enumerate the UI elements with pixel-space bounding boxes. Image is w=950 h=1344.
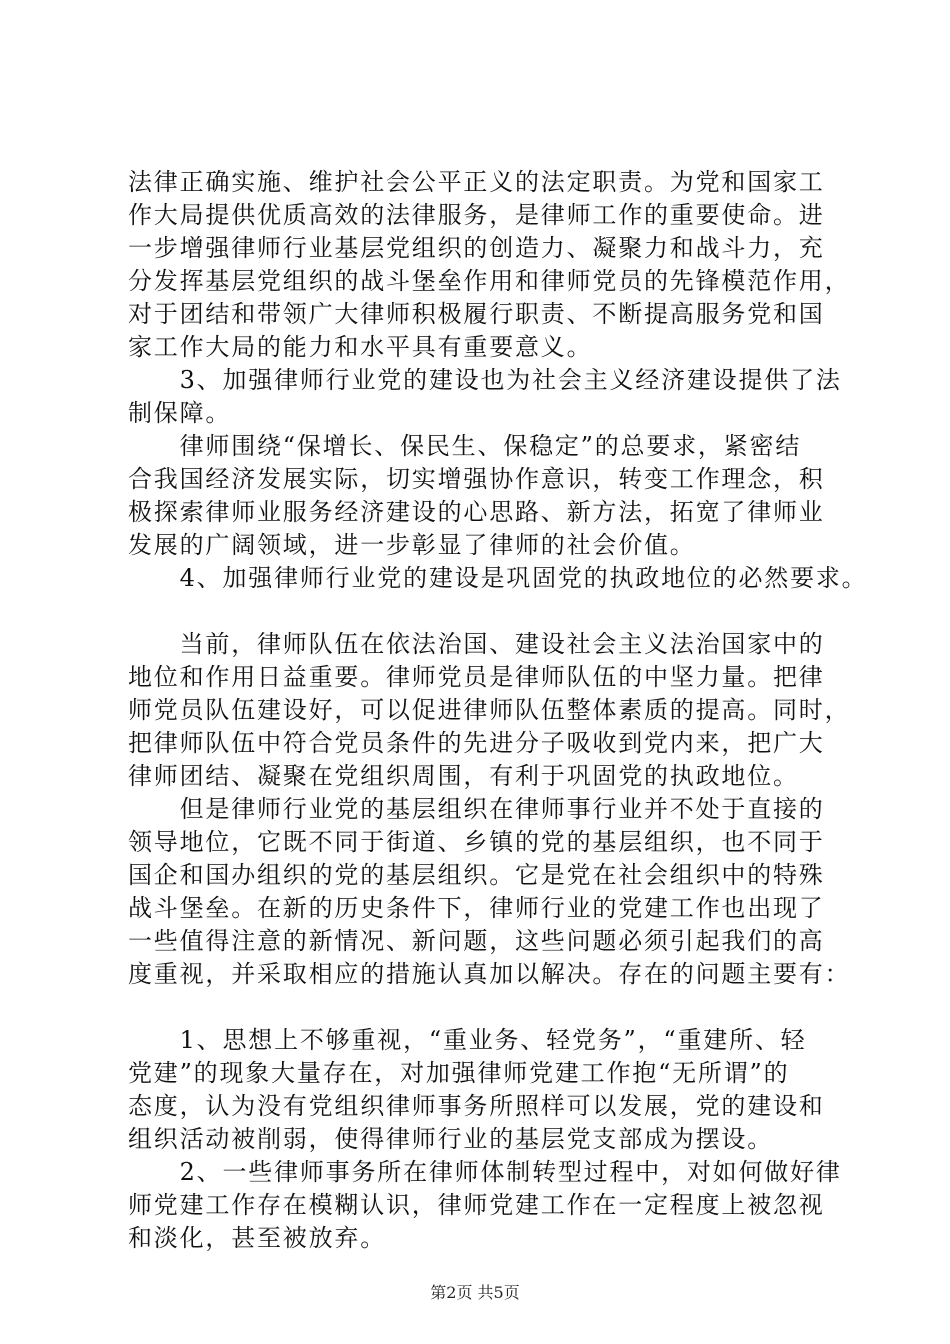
page-number-footer: 第2页 共5页 xyxy=(430,1283,520,1302)
text-line: 律师团结、凝聚在党组织周围，有利于巩固党的执政地位。 xyxy=(128,762,799,790)
text-line: 对于团结和带领广大律师积极履行职责、不断提高服务党和国 xyxy=(128,300,825,328)
text-line: 师党建工作存在模糊认识，律师党建工作在一定程度上被忽视 xyxy=(128,1191,825,1219)
text-line: 领导地位，它既不同于街道、乡镇的党的基层组织，也不同于 xyxy=(128,828,825,856)
text-line: 2、一些律师事务所在律师体制转型过程中，对如何做好律 xyxy=(128,1158,842,1186)
text-line: 当前，律师队伍在依法治国、建设社会主义法治国家中的 xyxy=(128,630,825,658)
text-line: 战斗堡垒。在新的历史条件下，律师行业的党建工作也出现了 xyxy=(128,894,825,922)
text-line: 度重视，并采取相应的措施认真加以解决。存在的问题主要有： xyxy=(128,960,851,988)
text-line: 党建”的现象大量存在，对加强律师党建工作抱“无所谓”的 xyxy=(128,1059,790,1087)
text-line: 分发挥基层党组织的战斗堡垒作用和律师党员的先锋模范作用， xyxy=(128,267,851,295)
blank-line xyxy=(128,991,848,1024)
text-line: 极探索律师业服务经济建设的心思路、新方法，拓宽了律师业 xyxy=(128,498,825,526)
text-line: 组织活动被削弱，使得律师行业的基层党支部成为摆设。 xyxy=(128,1125,773,1153)
text-line: 和淡化，甚至被放弃。 xyxy=(128,1224,386,1252)
text-line: 但是律师行业党的基层组织在律师事行业并不处于直接的 xyxy=(128,795,825,823)
text-line: 作大局提供优质高效的法律服务，是律师工作的重要使命。进 xyxy=(128,201,825,229)
text-line: 地位和作用日益重要。律师党员是律师队伍的中坚力量。把律 xyxy=(128,663,825,691)
text-line: 一些值得注意的新情况、新问题，这些问题必须引起我们的高 xyxy=(128,927,825,955)
text-line: 一步增强律师行业基层党组织的创造力、凝聚力和战斗力，充 xyxy=(128,234,825,262)
text-line: 4、加强律师行业党的建设是巩固党的执政地位的必然要求。 xyxy=(128,564,868,592)
text-line: 发展的广阔领域，进一步彰显了律师的社会价值。 xyxy=(128,531,696,559)
blank-line xyxy=(128,595,848,628)
text-line: 3、加强律师行业党的建设也为社会主义经济建设提供了法 xyxy=(128,366,842,394)
document-body xyxy=(128,166,868,1255)
text-line: 把律师队伍中符合党员条件的先进分子吸收到党内来，把广大 xyxy=(128,729,825,757)
text-line: 合我国经济发展实际，切实增强协作意识，转变工作理念，积 xyxy=(128,465,825,493)
text-line: 制保障。 xyxy=(128,399,232,427)
text-line: 师党员队伍建设好，可以促进律师队伍整体素质的提高。同时， xyxy=(128,696,851,724)
text-line: 1、思想上不够重视，“重业务、轻党务”，“重建所、轻 xyxy=(128,1026,807,1054)
text-line: 家工作大局的能力和水平具有重要意义。 xyxy=(128,333,593,361)
text-line: 态度，认为没有党组织律师事务所照样可以发展，党的建设和 xyxy=(128,1092,825,1120)
text-line: 法律正确实施、维护社会公平正义的法定职责。为党和国家工 xyxy=(128,168,825,196)
text-line: 律师围绕“保增长、保民生、保稳定”的总要求，紧密结 xyxy=(128,432,802,460)
text-line: 国企和国办组织的党的基层组织。它是党在社会组织中的特殊 xyxy=(128,861,825,889)
